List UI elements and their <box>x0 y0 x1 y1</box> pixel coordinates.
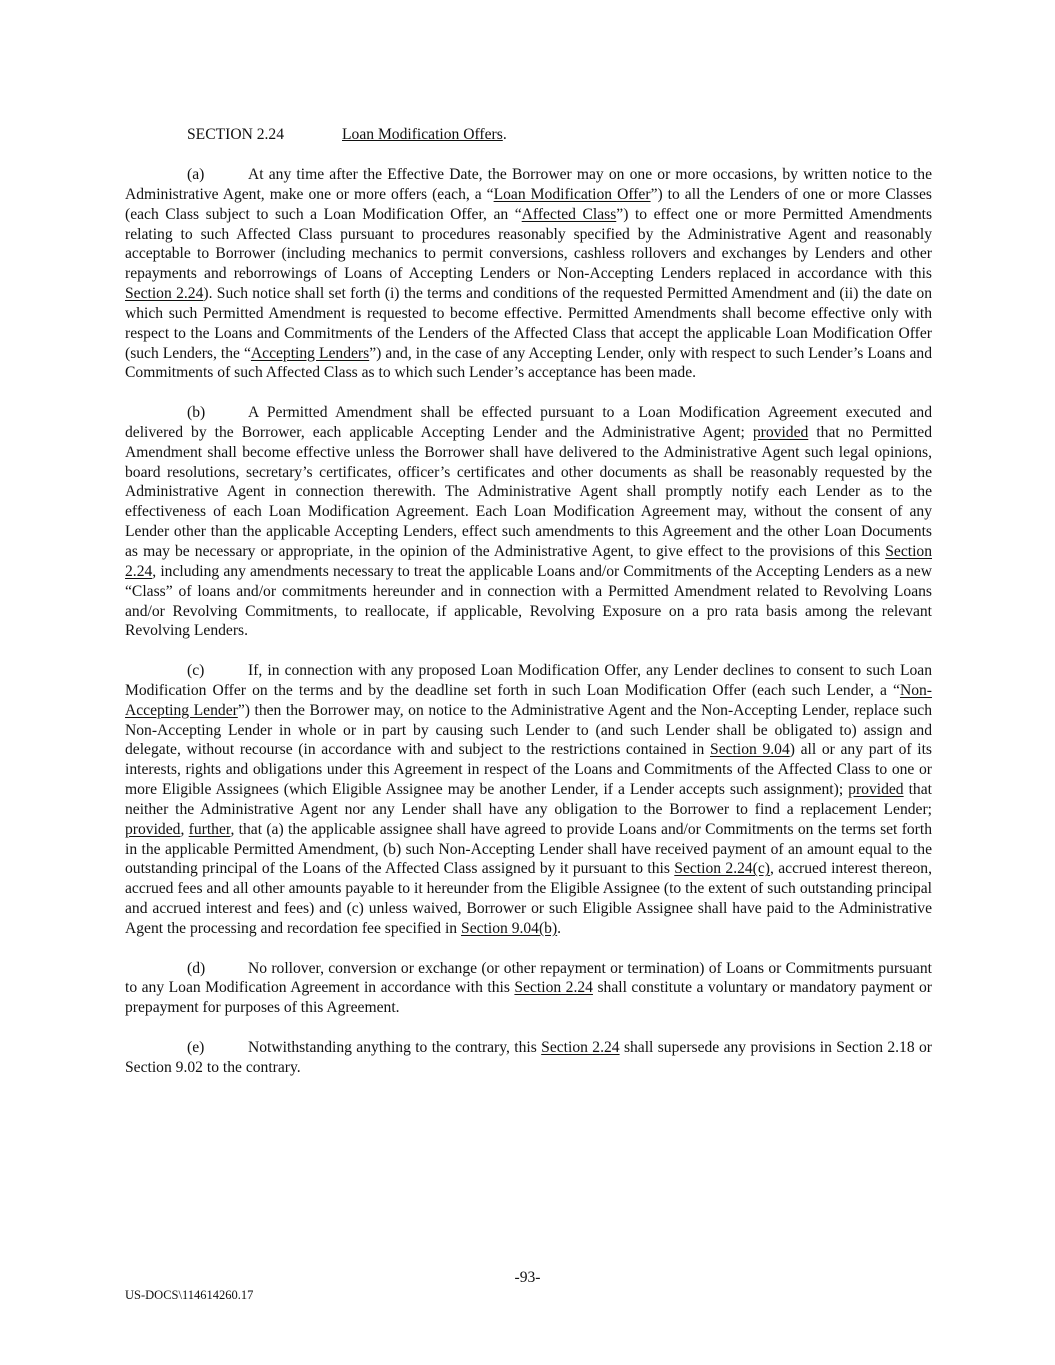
paragraph-label: (a) <box>187 166 205 183</box>
paragraph-a <box>125 165 932 383</box>
paragraph-text: A Permitted Amendment shall be effected pursuant to a Loan Modification Agreement executed and delivered by the Borrower, each applicable Accepting Lender and the Administrative Agent; <box>125 404 932 441</box>
defined-term-reference: provided <box>125 820 181 838</box>
paragraph-text: , <box>180 820 189 838</box>
paragraph-text: ”) then the Borrower may, on notice to the Administrative Agent and the Non-Accepting Lender, replace such Non-Accepting Lender in whole or in part by causing such Lender to (and such Lender shall be obligated to) assign and delegate, without recourse (in accordance with and subject to the restrictions contained in <box>125 701 932 759</box>
defined-term-reference: Section 9.04(b) <box>461 919 558 937</box>
paragraph-d <box>125 959 932 1019</box>
paragraph-e <box>125 1038 932 1078</box>
defined-term-reference: Section 2.24 <box>514 979 593 997</box>
page-number: -93- <box>514 1269 541 1286</box>
paragraph-label: (e) <box>187 1038 205 1056</box>
paragraph-label: (c) <box>187 662 205 679</box>
section-body <box>125 165 932 1097</box>
paragraph-text: shall constitute a voluntary or mandatory payment or prepayment for purposes of this Agreement. <box>125 979 932 1017</box>
paragraph-text: that no Permitted Amendment shall become effective unless the Borrower shall have delivered to the Administrative Agent such legal opinions, board resolutions, secretary’s certificates, officer’s certificates and other documents as shall be reasonably requested by the Administrative Agent in connection therewith. The Administrative Agent shall promptly notify each Lender as to the effectiveness of each Loan Modification Agreement. Each Loan Modification Agreement may, without the consent of any Lender other than the applicable Accepting Lenders, effect such amendments to this Agreement and the other Loan Documents as may be necessary or appropriate, in the opinion of the Administrative Agent, to give effect to the provisions of this <box>125 423 932 560</box>
paragraph-b <box>125 403 932 641</box>
paragraph-label: (d) <box>187 959 206 977</box>
defined-term-reference: Non-Accepting Lender <box>125 681 932 719</box>
paragraph-text: . <box>557 919 562 937</box>
defined-term-reference: Section 2.24 <box>125 542 932 580</box>
paragraph-text: ”) and, in the case of any Accepting Lender, only with respect to such Lender’s Loans and Commitments of such Affected Class as to which such Lender’s acceptance has been made. <box>125 344 933 382</box>
paragraph-text: Notwithstanding anything to the contrary, this <box>248 1038 542 1056</box>
paragraph-text: that neither the Administrative Agent nor any Lender shall have any obligation to the Borrower to find a replacement Lender; <box>125 781 932 818</box>
paragraph-text: , including any amendments necessary to treat the applicable Loans and/or Commitments of the Accepting Lenders as a new “Class” of loans and/or commitments hereunder and in connection with a Permitted Amendment related to Revolving Loans and/or Revolving Commitments, to reallocate, if applicable, Revolving Exposure on a pro rata basis among the relevant Revolving Lenders. <box>125 562 932 640</box>
defined-term-reference: Section 2.24 <box>541 1038 620 1056</box>
paragraph-text: ”) to all the Lenders of one or more Classes (each Class subject to such a Loan Modification Offer, an “ <box>125 185 933 223</box>
document-id: US-DOCS\114614260.17 <box>125 1288 254 1302</box>
section-title-period: . <box>502 126 507 143</box>
defined-term-reference: Section 2.24(c) <box>674 860 770 878</box>
section-number: SECTION 2.24 <box>187 126 285 143</box>
section-title: Loan Modification Offers <box>342 126 503 143</box>
section-heading <box>187 125 507 145</box>
paragraph-label: (b) <box>187 404 206 422</box>
paragraph-text: shall supersede any provisions in Section 2.18 or Section 9.02 to the contrary. <box>125 1038 932 1076</box>
defined-term-reference: Section 2.24 <box>125 285 204 303</box>
paragraph-text: ”) to effect one or more Permitted Amendments relating to such Affected Class pursuant to procedures reasonably specified by the Administrative Agent and reasonably acceptable to Borrower (including mechanics to permit conversions, cashless rollovers and exchanges by Lenders and other repayments and reborrowings of Loans of Accepting Lenders or Non-Accepting Lenders replaced in accordance with this <box>125 205 933 283</box>
paragraph-text: No rollover, conversion or exchange (or other repayment or termination) of Loans or Commitments pursuant to any Loan Modification Agreement in accordance with this <box>125 959 932 997</box>
defined-term-reference: Affected Class <box>521 205 617 223</box>
paragraph-text: , accrued interest thereon, accrued fees and all other amounts payable to it hereunder from the Eligible Assignee (to the extent of such outstanding principal and accrued interest and fees) and (c) unless waived, Borrower or such Eligible Assignee shall have paid to the Administrative Agent the processing and recordation fee specified in <box>125 860 932 937</box>
paragraph-text: , that (a) the applicable assignee shall have agreed to provide Loans and/or Commitments on the terms set forth in the applicable Permitted Amendment, (b) such Non-Accepting Lender shall have received payment of an amount equal to the outstanding principal of the Loans of the Affected Class assigned by it pursuant to this <box>125 820 933 878</box>
defined-term-reference: further <box>188 820 231 838</box>
defined-term-reference: Section 9.04 <box>710 741 790 759</box>
paragraph-text: If, in connection with any proposed Loan Modification Offer, any Lender declines to consent to such Loan Modification Offer on the terms and by the deadline set forth in such Loan Modification Offer (each such Lender, a “ <box>125 662 932 699</box>
defined-term-reference: Accepting Lenders <box>250 344 370 362</box>
paragraph-c <box>125 661 932 939</box>
paragraph-text: At any time after the Effective Date, the Borrower may on one or more occasions, by written notice to the Administrative Agent, make one or more offers (each, a “ <box>125 166 932 203</box>
defined-term-reference: Loan Modification Offer <box>493 185 651 203</box>
paragraph-text: ) all or any part of its interests, rights and obligations under this Agreement in respect of the Loans and Commitments of the Affected Class to one or more Eligible Assignees (which Eligible Assignee may be another Lender, if a Lender accepts such assignment); <box>125 741 932 799</box>
defined-term-reference: provided <box>752 423 809 441</box>
paragraph-text: ). Such notice shall set forth (i) the terms and conditions of the requested Permitted Amendment and (ii) the date on which such Permitted Amendment is requested to become effective. Permitted Amendments shall become effective only with respect to the Loans and Commitments of the Lenders of the Affected Class that accept the applicable Loan Modification Offer (such Lenders, the “ <box>125 285 932 362</box>
defined-term-reference: provided <box>848 781 904 799</box>
